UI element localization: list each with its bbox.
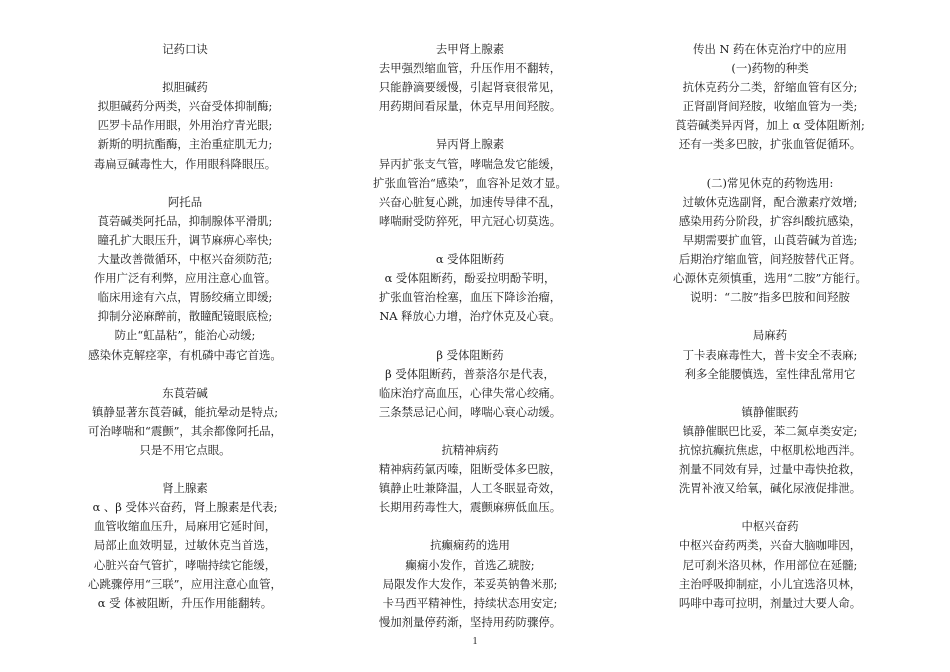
verse-line: 兴奋心脏复心跳，加速传导律不乱，	[378, 194, 562, 209]
verse-line: 剂量不同效有异，过量中毒快抢救，	[678, 462, 862, 477]
section-title: 抗癫痫药的选用	[430, 538, 510, 553]
section-title: 拟胆碱药	[162, 80, 208, 95]
verse-line: 吗啡中毒可拉明，剂量过大要人命。	[678, 595, 862, 610]
verse-line: 三条禁忌记心间，哮喘心衰心动缓。	[378, 404, 562, 419]
verse-line: 洗胃补液又给氧，碱化尿液促排泄。	[678, 481, 862, 496]
verse-line: 慢加剂量停药渐，坚持用药防骤停。	[378, 614, 562, 629]
verse-line: 卡马西平精神性，持续状态用安定;	[382, 595, 558, 610]
verse-line: 匹罗卡品作用眼，外用治疗青光眼;	[97, 118, 273, 133]
verse-line: 长期用药毒性大，震颤麻痹低血压。	[378, 500, 562, 515]
verse-line: 扩张血管治“感染”，血容补足效才显。	[373, 175, 567, 190]
verse-line: 感染休克解痉挛，有机磷中毒它首选。	[88, 347, 282, 362]
section-title: 异丙肾上腺素	[435, 137, 505, 152]
verse-line: 临床治疗高血压，心律失常心绞痛。	[378, 385, 562, 400]
verse-line: 去甲强烈缩血管，升压作用不翻转，	[378, 61, 562, 76]
verse-line: 只能静滴要缓慢，引起肾衰很常见，	[378, 80, 562, 95]
verse-line: 癫痫小发作，首选乙琥胺;	[405, 557, 535, 572]
section-title: 传出 N 药在休克治疗中的应用	[693, 42, 847, 56]
verse-line: 中枢兴奋药两类，兴奋大脑咖啡因，	[678, 538, 862, 553]
verse-line: β 受体阻断药，普萘洛尔是代表，	[385, 366, 555, 381]
section-title: 去甲肾上腺素	[435, 42, 505, 56]
section-title: 镇静催眠药	[741, 404, 799, 419]
verse-line: 镇静止吐兼降温，人工冬眠显奇效，	[378, 481, 562, 496]
verse-line: 异丙扩张支气管，哮喘急发它能缓，	[378, 156, 562, 171]
verse-line: 毒扁豆碱毒性大，作用眼科降眼压。	[93, 156, 277, 171]
verse-line: 大量改善微循环，中枢兴奋须防范;	[97, 252, 273, 267]
verse-line: 用药期间看尿量，休克早用间羟胺。	[378, 99, 562, 114]
verse-line: 精神病药氯丙嗪，阻断受体多巴胺，	[378, 462, 562, 477]
section-title: (二)常见休克的药物选用:	[706, 175, 834, 190]
section-title: 肾上腺素	[162, 481, 208, 496]
verse-line: 新斯的明抗酯酶，主治重症肌无力;	[97, 137, 273, 152]
verse-line: NA 释放心力增，治疗休克及心衰。	[379, 309, 561, 324]
verse-line: 莨菪碱类异丙肾，加上 α 受体阻断剂;	[675, 118, 865, 133]
verse-line: 早期需要扩血管，山莨菪碱为首选;	[682, 232, 858, 247]
column-1	[65, 40, 305, 613]
section-title: β 受体阻断药	[436, 347, 504, 362]
verse-line: 丁卡表麻毒性大，普卡安全不表麻;	[682, 347, 858, 362]
verse-line: 后期治疗缩血管，间羟胺替代正肾。	[678, 252, 862, 267]
verse-line: α 、β 受体兴奋药，肾上腺素是代表;	[92, 500, 278, 515]
verse-line: 扩张血管治栓塞，血压下降诊治瘤，	[378, 290, 562, 305]
verse-line: 正肾副肾间羟胺，收缩血管为一类;	[682, 99, 858, 114]
verse-line: 临床用途有六点，胃肠绞痛立即缓;	[97, 290, 273, 305]
verse-line: 莨菪碱类阿托品，抑制腺体平滑肌;	[97, 213, 273, 228]
verse-line: 哮喘耐受防猝死，甲亢冠心切莫选。	[378, 213, 562, 228]
verse-line: 拟胆碱药分两类，兴奋受体抑制酶;	[97, 99, 273, 114]
doc-title: 记药口诀	[162, 42, 208, 56]
section-title: 阿托品	[167, 194, 203, 209]
verse-line: 尼可刹米洛贝林，作用部位在延髓;	[682, 557, 858, 572]
verse-line: 镇静催眠巴比妥，苯二氮卓类安定;	[682, 423, 858, 438]
verse-line: 说明：“二胺”指多巴胺和间羟胺	[690, 290, 850, 305]
verse-line: 只是不用它点眼。	[139, 442, 231, 457]
verse-line: 感染用药分阶段，扩容纠酸抗感染，	[678, 213, 862, 228]
verse-line: 心源休克须慎重，选用“二胺”方能行。	[673, 271, 867, 286]
verse-line: 主治呼吸抑制症，小儿宜选洛贝林，	[678, 576, 862, 591]
verse-line: 瞳孔扩大眼压升，调节麻痹心率快;	[97, 232, 273, 247]
verse-line: 血管收缩血压升，局麻用它延时间，	[93, 519, 277, 534]
verse-line: (一)药物的种类	[731, 61, 809, 76]
verse-line: α 受 体被阻断，升压作用能翻转。	[97, 595, 273, 610]
verse-line: α 受体阻断药，酚妥拉明酚苄明，	[384, 271, 556, 286]
section-title: α 受体阻断药	[435, 252, 505, 267]
verse-line: 局限发作大发作，苯妥英钠鲁米那;	[382, 576, 558, 591]
verse-line: 可治哮喘和“震颤”，其余都像阿托品，	[88, 423, 282, 438]
verse-line: 局部止血效明显，过敏休克当首选，	[93, 538, 277, 553]
verse-line: 利多全能腰慎选，室性律乱常用它	[684, 366, 856, 381]
verse-line: 镇静显著东莨菪碱，能抗晕动是特点;	[91, 404, 279, 419]
verse-line: 抑制分泌麻醉前，散瞳配镜眼底检;	[97, 309, 273, 324]
verse-line: 防止“虹晶粘”，能治心动缓;	[114, 328, 256, 343]
section-title: 东莨菪碱	[162, 385, 208, 400]
verse-line: 抗休克药分二类，舒缩血管有区分;	[682, 80, 858, 95]
verse-line: 心跳骤停用“三联”，应用注意心血管，	[88, 576, 282, 591]
verse-line: 心脏兴奋气管扩，哮喘持续它能缓，	[93, 557, 277, 572]
verse-line: 抗惊抗癫抗焦虑，中枢肌松地西泮。	[678, 442, 862, 457]
verse-line: 过敏休克选副肾，配合激素疗效增;	[682, 194, 858, 209]
section-title: 抗精神病药	[441, 442, 499, 457]
verse-line: 作用广泛有利弊，应用注意心血管。	[93, 271, 277, 286]
section-title: 局麻药	[752, 328, 788, 343]
section-title: 中枢兴奋药	[741, 519, 799, 534]
page-number: 1	[472, 636, 478, 647]
column-2	[350, 40, 590, 632]
column-3	[650, 40, 890, 613]
verse-line: 还有一类多巴胺，扩张血管促循环。	[678, 137, 862, 152]
